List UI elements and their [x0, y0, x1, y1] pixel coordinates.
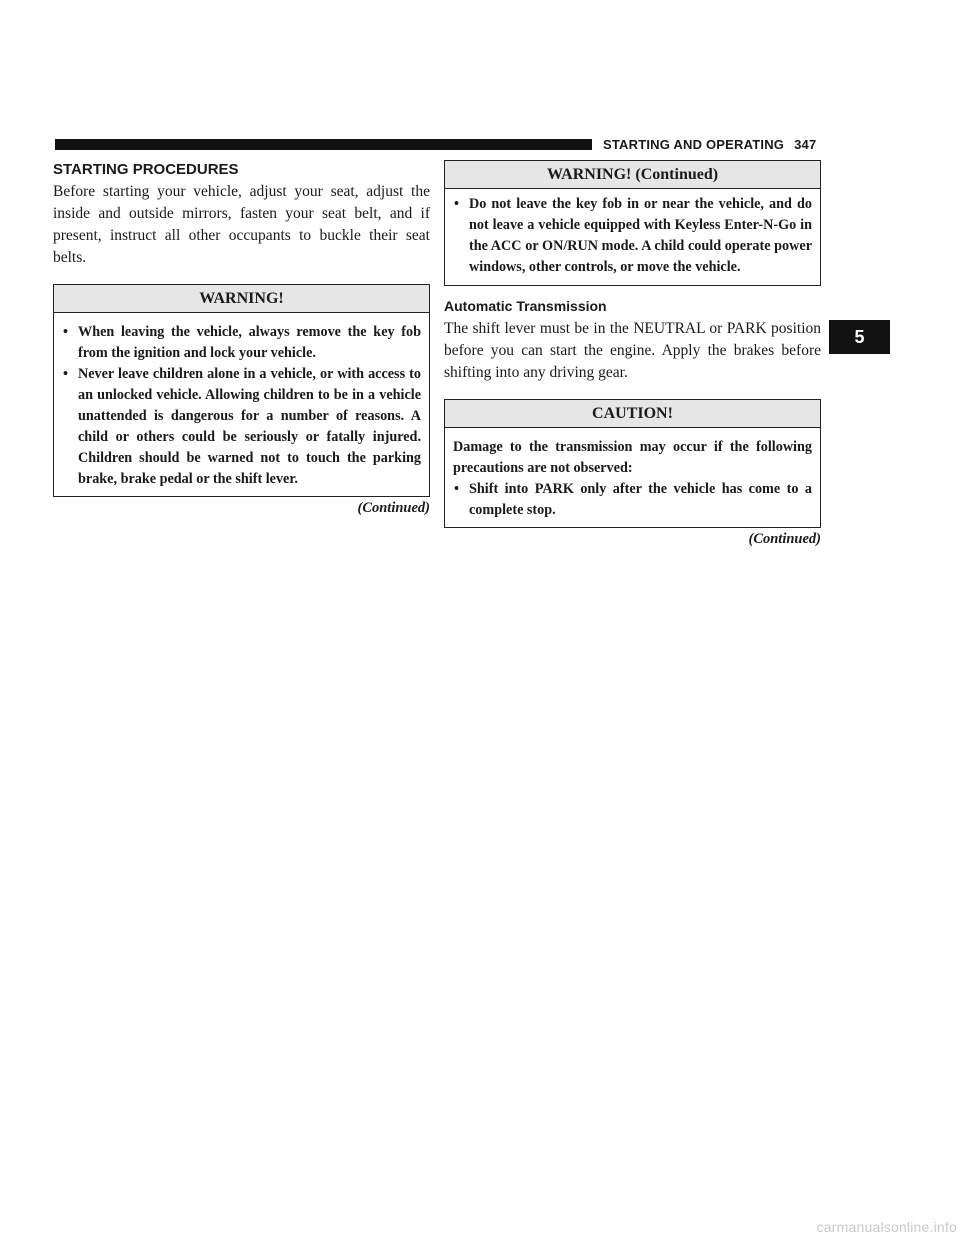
- continued-label: (Continued): [357, 500, 430, 516]
- warning-body: [54, 313, 429, 496]
- watermark: carmanualsonline.info: [816, 1219, 957, 1235]
- warning-title: WARNING!: [54, 285, 429, 313]
- warning-bullet: • Do not leave the key fob in or near the vehicle, and do not leave a vehicle equipped with Keyless Enter-N-Go in the ACC or ON/RUN mode. A child could operate power windows, other controls, or move the vehicle.: [453, 194, 812, 278]
- warning-box: [53, 284, 430, 497]
- caution-body: [445, 428, 820, 527]
- left-column: [53, 160, 430, 518]
- transmission-paragraph: The shift lever must be in the NEUTRAL or PARK position before you can start the engine. Apply the brakes before shifting into any driving gear.: [444, 320, 821, 381]
- caution-box: [444, 399, 821, 528]
- page-number: 347: [794, 137, 817, 152]
- chapter-tab: 5: [829, 320, 890, 354]
- caution-intro: Damage to the transmission may occur if the following precautions are not observed:: [453, 439, 812, 476]
- intro-paragraph: Before starting your vehicle, adjust your seat, adjust the inside and outside mirrors, fasten your seat belt, and if present, instruct all other occupants to buckle their seat belts.: [53, 183, 430, 266]
- caution-bullet-list: [453, 479, 812, 521]
- warning-continued-bullet-list: [453, 194, 812, 278]
- continued-label: (Continued): [748, 531, 821, 547]
- caution-bullet: • Shift into PARK only after the vehicle has come to a complete stop.: [453, 479, 812, 521]
- warning-continued-title: WARNING! (Continued): [445, 161, 820, 189]
- warning-bullet: • When leaving the vehicle, always remove the key fob from the ignition and lock your vehicle.: [62, 322, 421, 364]
- running-header: [603, 137, 816, 152]
- section-heading: STARTING PROCEDURES: [53, 161, 239, 178]
- header-rule: [55, 139, 592, 150]
- warning-bullet-list: [62, 322, 421, 490]
- warning-continued-box: [444, 160, 821, 286]
- subsection-heading: Automatic Transmission: [444, 298, 607, 314]
- warning-bullet: • Never leave children alone in a vehicle, or with access to an unlocked vehicle. Allowing children to be in a vehicle unattended is dangerous for a number of reasons. A child or others could be seriously or fatally injured. Children should be warned not to touch the parking brake, brake pedal or the shift lever.: [62, 364, 421, 490]
- right-column: [444, 160, 821, 549]
- header-section-title: STARTING AND OPERATING: [603, 137, 785, 152]
- caution-title: CAUTION!: [445, 400, 820, 428]
- warning-continued-body: [445, 189, 820, 285]
